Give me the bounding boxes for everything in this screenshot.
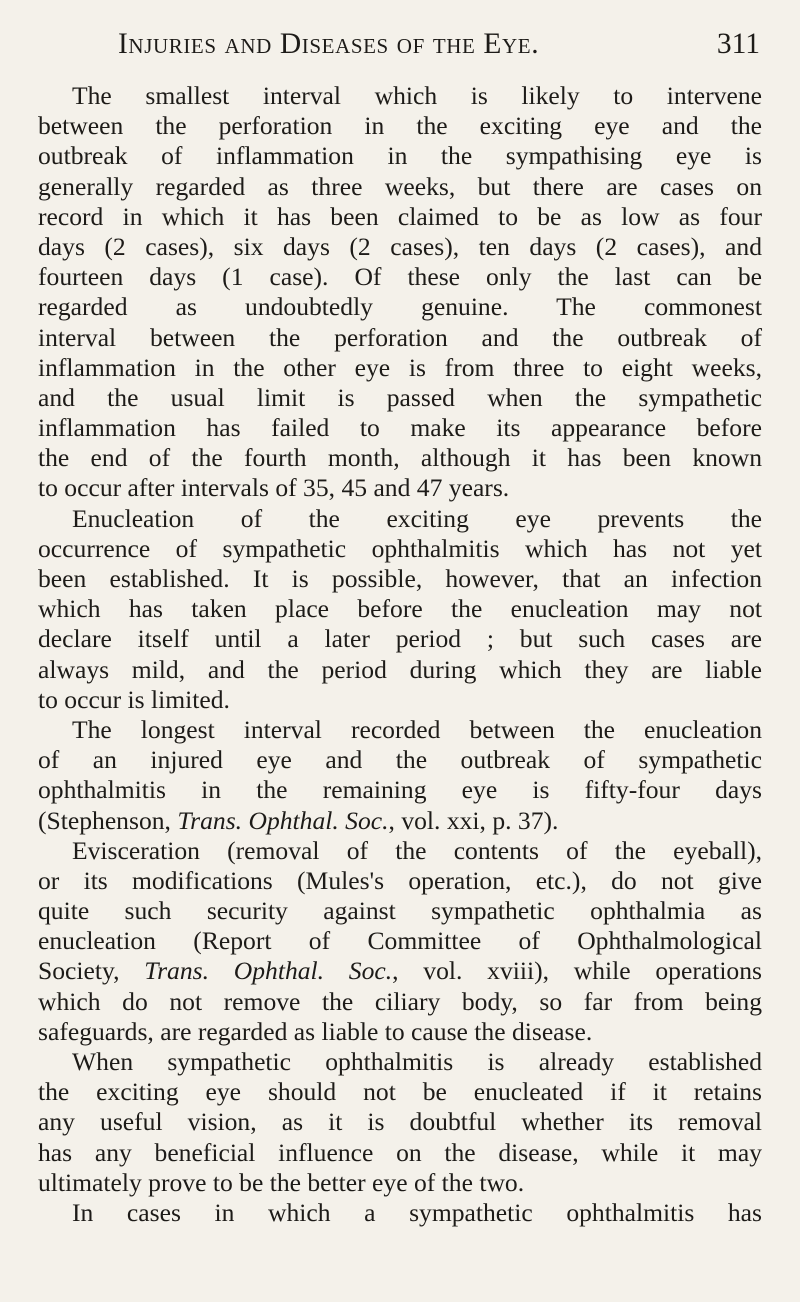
text-line: inflammation in the other eye is from three to eight weeks, — [38, 352, 762, 382]
page-number: 311 — [716, 28, 760, 60]
text-line: safeguards, are regarded as liable to cause the disease. — [38, 1016, 593, 1046]
text-line: regarded as undoubtedly genuine. The commonest — [38, 292, 762, 322]
text-line: generally regarded as three weeks, but there are cases on — [38, 171, 762, 201]
text-line: Enucleation of the exciting eye prevents the — [72, 503, 762, 533]
running-title: Injuries and Diseases of the Eye. — [118, 28, 540, 60]
text-line: to occur after intervals of 35, 45 and 47 years. — [38, 473, 510, 503]
text-line: Evisceration (removal of the contents of the eyeball), — [72, 835, 762, 865]
text-line: declare itself until a later period ; but such cases are — [38, 624, 762, 654]
text-line: In cases in which a sympathetic ophthalmitis has — [72, 1197, 762, 1227]
text-line: has any beneficial influence on the disease, while it may — [38, 1137, 762, 1167]
text-line: always mild, and the period during which they are liable — [38, 654, 762, 684]
text-line: which do not remove the ciliary body, so far from being — [38, 986, 762, 1016]
text-line: ultimately prove to be the better eye of the two. — [38, 1167, 525, 1197]
body-text — [38, 81, 762, 1228]
text-line: days (2 cases), six days (2 cases), ten days (2 cases), and — [38, 231, 762, 261]
text-line: to occur is limited. — [38, 684, 230, 714]
text-line: ophthalmitis in the remaining eye is fifty-four days — [38, 775, 762, 805]
text-line: outbreak of inflammation in the sympathising eye is — [38, 141, 762, 171]
text-line: record in which it has been claimed to be as low as four — [38, 201, 762, 231]
text-line: any useful vision, as it is doubtful whether its removal — [38, 1107, 762, 1137]
text-line: quite such security against sympathetic ophthalmia as — [38, 896, 762, 926]
text-line: of an injured eye and the outbreak of sympathetic — [38, 745, 762, 775]
text-line: (Stephenson, Trans. Ophthal. Soc., vol. xxi, p. 37). — [38, 805, 559, 835]
running-head — [118, 28, 760, 68]
text-line: The longest interval recorded between the enucleation — [72, 714, 762, 744]
text-line: been established. It is possible, however, that an infection — [38, 564, 762, 593]
text-line: the end of the fourth month, although it has been known — [38, 443, 762, 473]
text-line: enucleation (Report of Committee of Ophthalmological — [38, 926, 762, 956]
text-line: between the perforation in the exciting eye and the — [38, 111, 762, 141]
text-line: or its modifications (Mules's operation, etc.), do not give — [38, 865, 762, 895]
text-line: When sympathetic ophthalmitis is already established — [72, 1047, 762, 1076]
text-line: The smallest interval which is likely to intervene — [72, 81, 762, 110]
text-line: interval between the perforation and the outbreak of — [38, 322, 762, 352]
text-line: which has taken place before the enucleation may not — [38, 594, 762, 624]
text-line: Society, Trans. Ophthal. Soc., vol. xviii), while operations — [38, 956, 762, 986]
text-line: inflammation has failed to make its appearance before — [38, 413, 762, 443]
text-line: the exciting eye should not be enucleated if it retains — [38, 1077, 762, 1107]
text-line: fourteen days (1 case). Of these only the last can be — [38, 262, 762, 292]
text-line: occurrence of sympathetic ophthalmitis which has not yet — [38, 533, 762, 563]
text-line: and the usual limit is passed when the sympathetic — [38, 382, 762, 412]
